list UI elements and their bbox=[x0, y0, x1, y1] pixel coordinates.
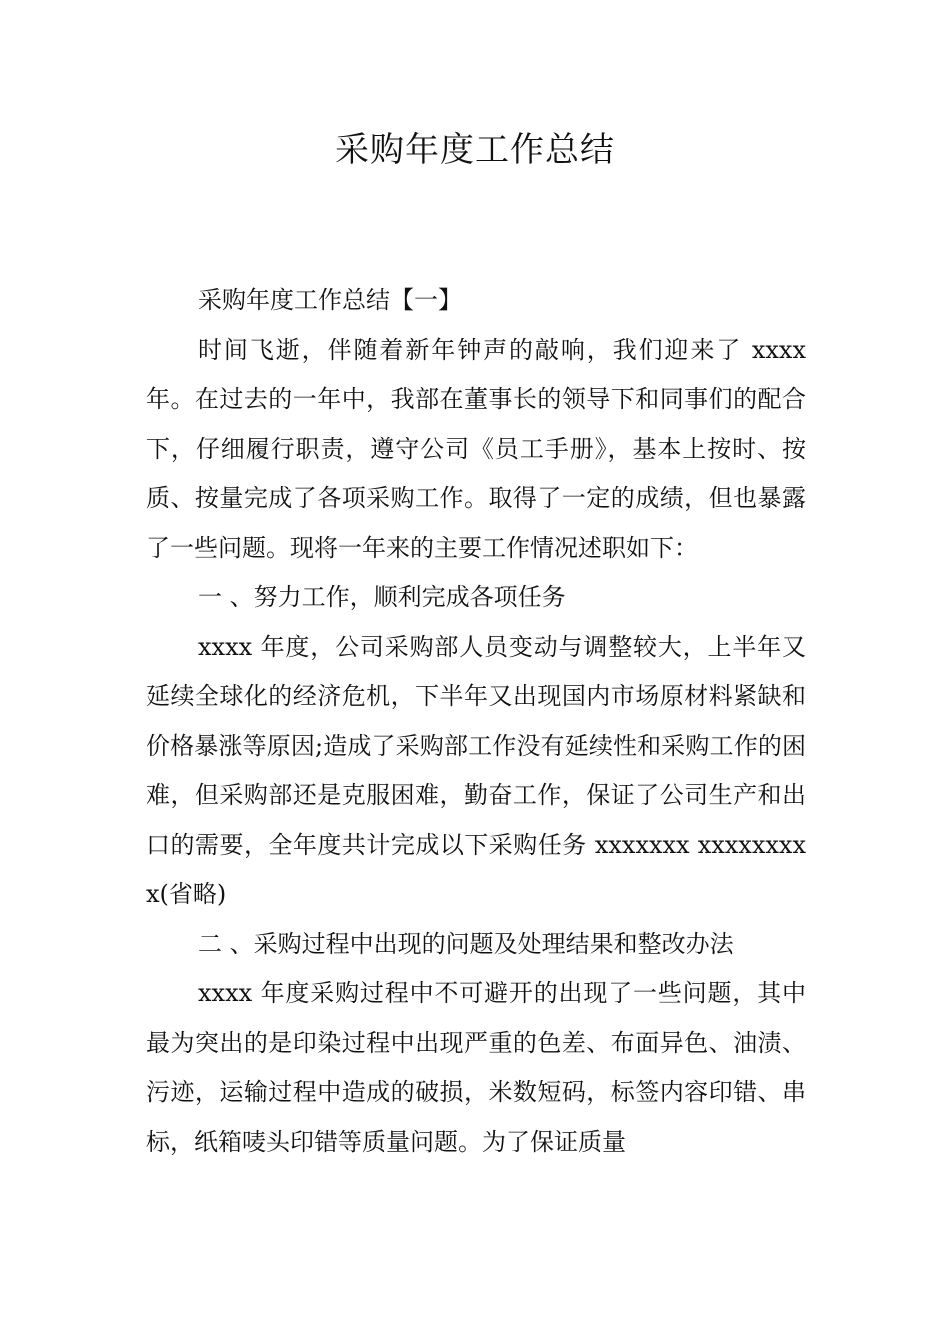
section-heading: 一 、努力工作，顺利完成各项任务 bbox=[198, 583, 566, 611]
document-title: 采购年度工作总结 bbox=[335, 130, 615, 170]
paragraph: 时间飞逝，伴随着新年钟声的敲响，我们迎来了 xxxx 年。在过去的一年中，我部在董事长的领导下和同事们的配合下，仔细履行职责，遵守公司《员工手册》，基本上按时、按质、按量完成了各项采购工作。取得了一定的成绩，但也暴露了一些问题。现将一年来的主要工作情况述职如下： bbox=[146, 335, 806, 562]
section-heading: 采购年度工作总结【一】 bbox=[198, 286, 462, 314]
paragraph: xxxx 年度，公司采购部人员变动与调整较大，上半年又延续全球化的经济危机，下半年又出现国内市场原材料紧缺和价格暴涨等原因;造成了采购部工作没有延续性和采购工作的困难，但采购部还是克服困难，勤奋工作，保证了公司生产和出口的需要，全年度共计完成以下采购任务 xxxxxxx xxxxxxxxx(省略) bbox=[146, 632, 806, 908]
document-body bbox=[146, 276, 806, 1167]
section-heading: 二 、采购过程中出现的问题及处理结果和整改办法 bbox=[198, 929, 734, 958]
paragraph: xxxx 年度采购过程中不可避开的出现了一些问题，其中最为突出的是印染过程中出现严重的色差、布面异色、油渍、污迹，运输过程中造成的破损，米数短码，标签内容印错、串标，纸箱唛头印错等质量问题。为了保证质量 bbox=[146, 979, 806, 1156]
